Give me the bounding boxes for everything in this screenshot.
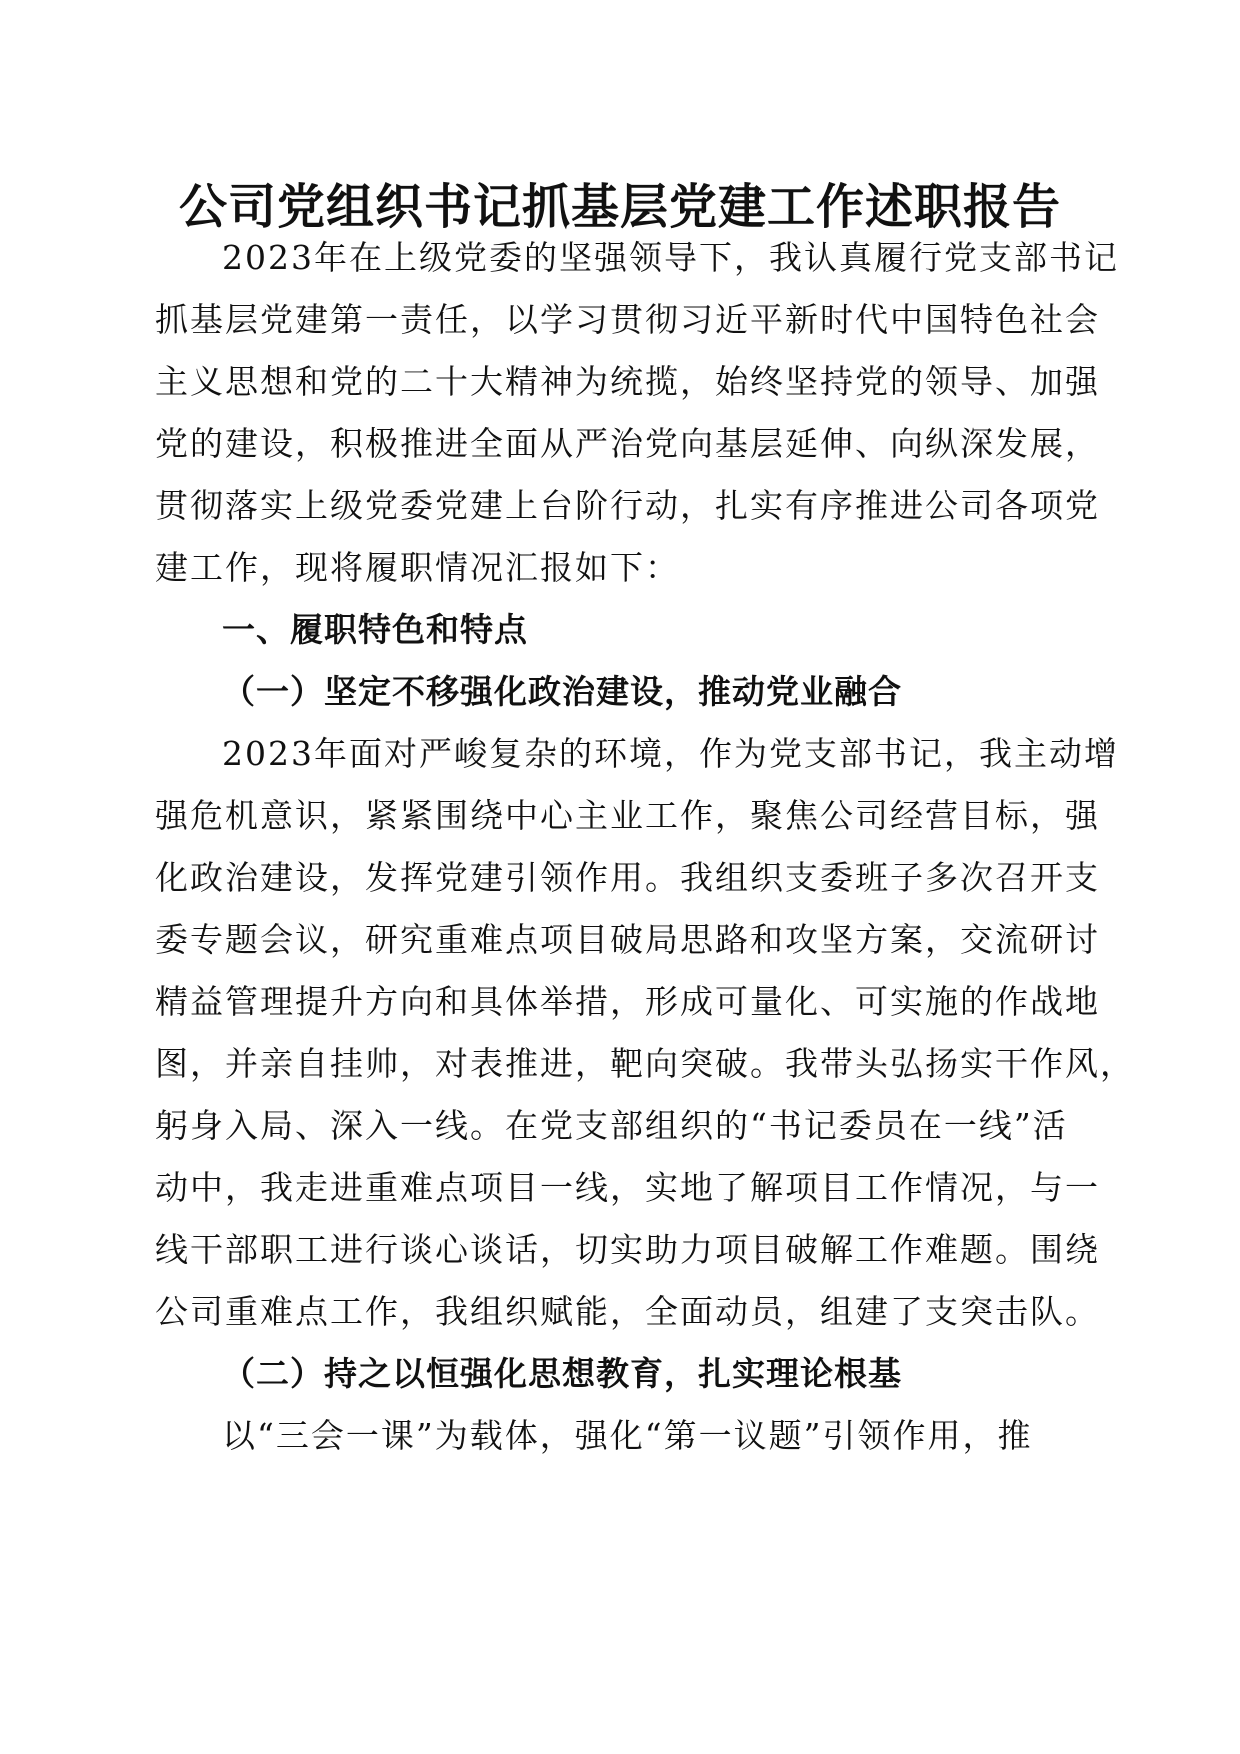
body-line: 2023年面对严峻复杂的环境，作为党支部书记，我主动增 xyxy=(222,734,1119,773)
intro-line: 建工作，现将履职情况汇报如下： xyxy=(155,548,680,587)
body-line: 化政治建设，发挥党建引领作用。我组织支委班子多次召开支 xyxy=(155,858,1100,897)
body-line: 强危机意识，紧紧围绕中心主业工作，聚焦公司经营目标，强 xyxy=(155,796,1100,835)
body-line: 躬身入局、深入一线。在党支部组织的“书记委员在一线”活 xyxy=(155,1106,1068,1145)
subsection-heading: （二）持之以恒强化思想教育，扎实理论根基 xyxy=(222,1354,902,1393)
body-line: 图，并亲自挂帅，对表推进，靶向突破。我带头弘扬实干作风， xyxy=(155,1044,1135,1083)
body-line: 公司重难点工作，我组织赋能，全面动员，组建了支突击队。 xyxy=(155,1292,1100,1331)
body-line: 委专题会议，研究重难点项目破局思路和攻坚方案，交流研讨 xyxy=(155,920,1100,959)
section-heading: 一、履职特色和特点 xyxy=(222,610,528,649)
intro-line: 抓基层党建第一责任，以学习贯彻习近平新时代中国特色社会 xyxy=(155,300,1100,339)
intro-line: 贯彻落实上级党委党建上台阶行动，扎实有序推进公司各项党 xyxy=(155,486,1100,525)
intro-line: 2023年在上级党委的坚强领导下，我认真履行党支部书记 xyxy=(222,238,1119,277)
intro-line: 党的建设，积极推进全面从严治党向基层延伸、向纵深发展， xyxy=(155,424,1100,463)
intro-line: 主义思想和党的二十大精神为统揽，始终坚持党的领导、加强 xyxy=(155,362,1100,401)
document-title: 公司党组织书记抓基层党建工作述职报告 xyxy=(178,179,1061,235)
body-line: 动中，我走进重难点项目一线，实地了解项目工作情况，与一 xyxy=(155,1168,1100,1207)
body-line: 线干部职工进行谈心谈话，切实助力项目破解工作难题。围绕 xyxy=(155,1230,1100,1269)
body-line: 以“三会一课”为载体，强化“第一议题”引领作用，推 xyxy=(222,1416,1033,1455)
subsection-heading: （一）坚定不移强化政治建设，推动党业融合 xyxy=(222,672,902,711)
body-line: 精益管理提升方向和具体举措，形成可量化、可实施的作战地 xyxy=(155,982,1100,1021)
